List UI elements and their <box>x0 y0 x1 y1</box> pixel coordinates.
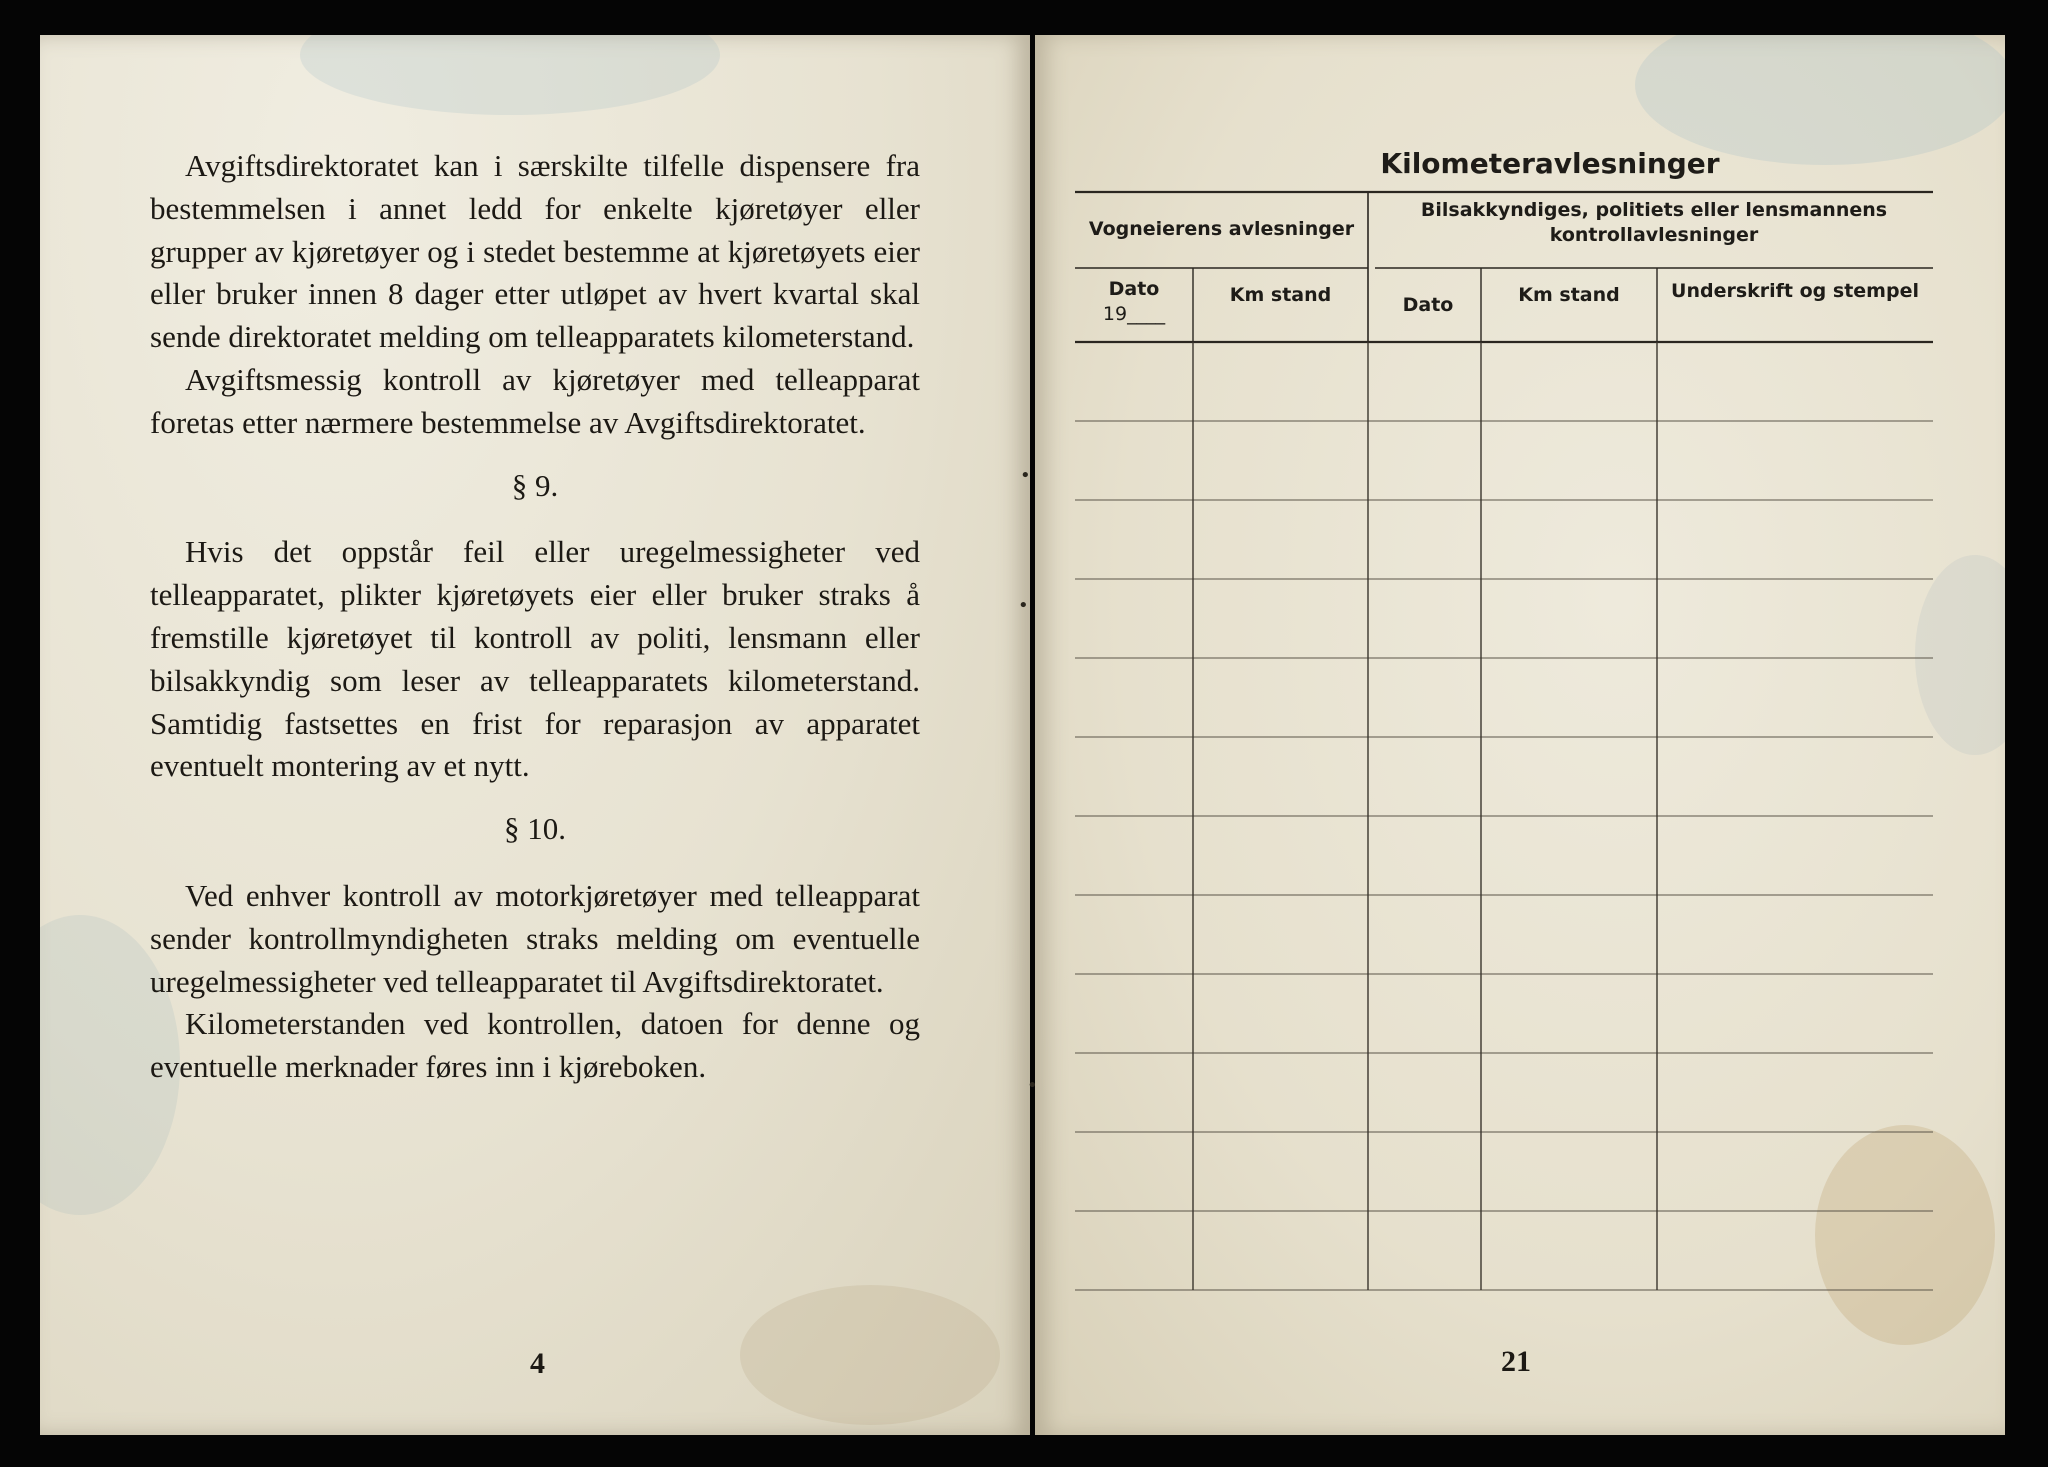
page-number-left: 4 <box>530 1347 545 1380</box>
paragraph-group-a <box>150 145 920 445</box>
owner-date-header <box>1075 277 1193 327</box>
paragraph: Avgiftsdirektoratet kan i særskilte tilfelle dispensere fra bestemmelsen i annet ledd for enkelte kjøretøyer eller grupper av kjøretøyer og i stedet bestemme at kjøretøyets eier eller bruker innen 8 dager etter utløpet av hvert kvartal skal sende direktoratet melding om telleapparatets kilometerstand. <box>150 148 920 355</box>
open-booklet <box>40 35 2005 1435</box>
paragraph: Hvis det oppstår feil eller uregelmessigheter ved telleapparatet, plikter kjøretøyets eier eller bruker straks å fremstille kjøretøyet til kontroll av politi, lensmann eller bilsakkyndig som leser av telleapparatets kilometerstand. Samtidig fastsettes en frist for reparasjon av apparatet eventuelt montering av et nytt. <box>150 534 920 784</box>
page-number-right: 21 <box>1501 1345 1531 1378</box>
paragraph: Kilometerstanden ved kontrollen, datoen for denne og eventuelle merknader føres inn i kjøreboken. <box>150 1006 920 1085</box>
binding-mark: • <box>1027 1075 1038 1096</box>
paragraph-group-c <box>150 875 920 1089</box>
control-date-header: Dato <box>1402 294 1454 316</box>
control-readings-header: Bilsakkyndiges, politiets eller lensmannens kontrollavlesninger <box>1420 199 1888 246</box>
log-title: Kilometeravlesninger <box>1380 147 1720 180</box>
left-page <box>40 35 1030 1435</box>
section-heading-10: § 10. <box>504 811 566 847</box>
signature-header: Underskrift og stempel <box>1671 280 1919 302</box>
control-km-header: Km stand <box>1518 284 1620 306</box>
paragraph-group-b <box>150 531 920 788</box>
owner-km-header: Km stand <box>1229 284 1332 306</box>
date-label: Dato <box>1108 278 1160 300</box>
paragraph: Ved enhver kontroll av motorkjøretøyer med telleapparat sender kontrollmyndigheten straks melding om eventuelle uregelmessigheter ved telleapparatet til Avgiftsdirektoratet. <box>150 877 920 999</box>
section-heading-9: § 9. <box>511 467 559 503</box>
binding-mark: • <box>1020 465 1031 486</box>
regulation-text <box>150 145 920 1089</box>
right-page <box>1035 35 2005 1435</box>
year-prefix: 19____ <box>1102 303 1166 325</box>
paragraph: Avgiftsmessig kontroll av kjøretøyer med telleapparat foretas etter nærmere bestemmelse av Avgiftsdirektoratet. <box>150 361 920 440</box>
owner-readings-header: Vogneierens avlesninger <box>1088 218 1355 240</box>
binding-mark: • <box>1018 595 1029 616</box>
